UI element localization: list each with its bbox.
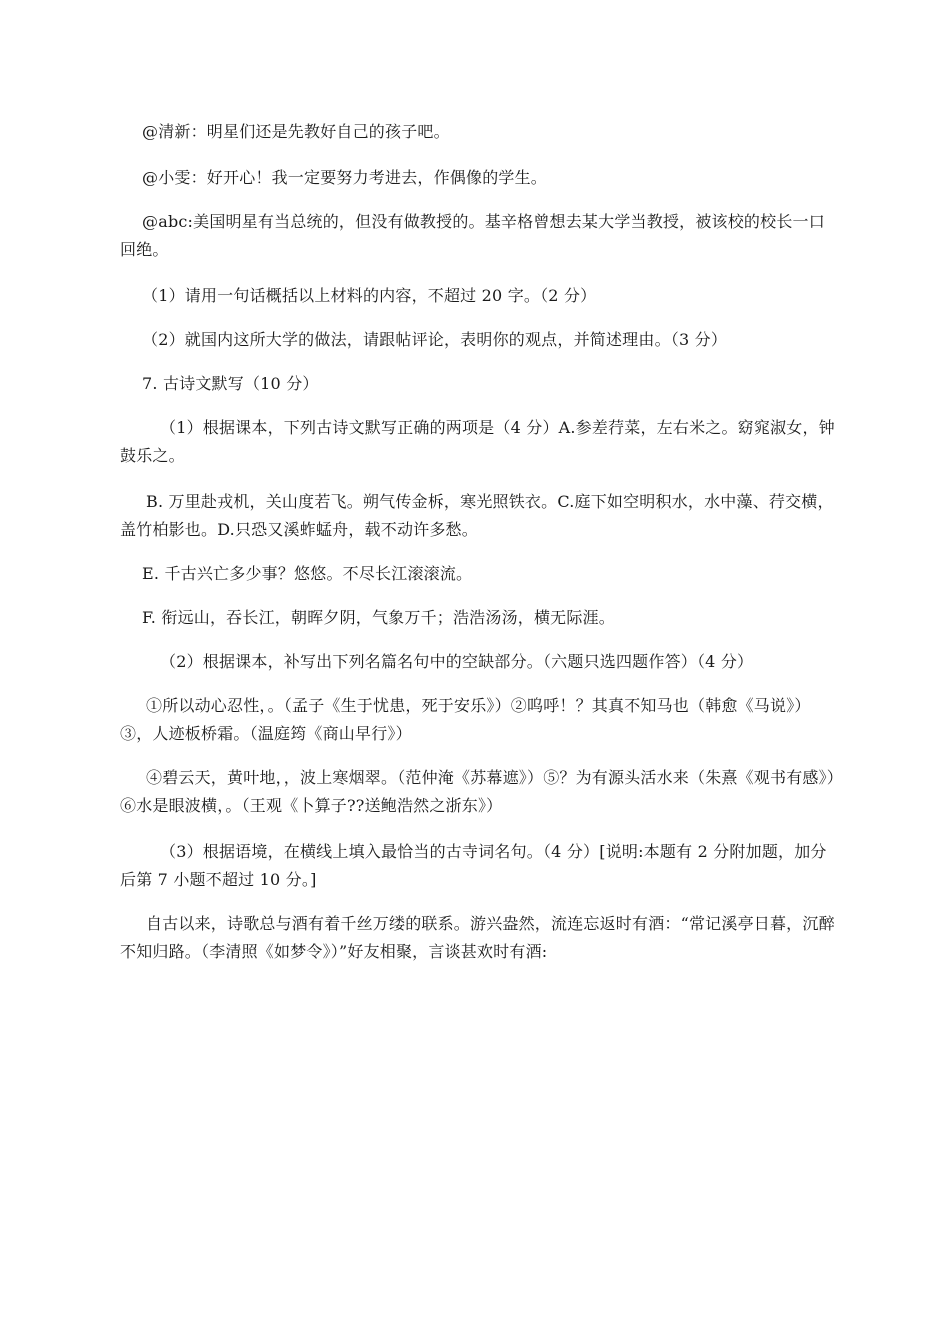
question-7-2-items-1-3: ①所以动心忍性，。（孟子《生于忧患，死于安乐》）②呜呼！？其真不知马也（韩愈《马说》）③，人迹板桥霜。（温庭筠《商山早行》） [120,696,811,743]
comment-abc: @abc:美国明星有当总统的，但没有做教授的。基辛格曾想去某大学当教授，被该校的校长一口回绝。 [120,212,825,259]
question-7-2-items-4-6: ④碧云天，黄叶地，，波上寒烟翠。（范仲淹《苏幕遮》）⑤？为有源头活水来（朱熹《观书有感》）⑥水是眼波横，。（王观《卜算子??送鲍浩然之浙东》） [120,768,836,815]
comment-xiaowen: @小雯：好开心！我一定要努力考进去，作偶像的学生。 [142,168,548,187]
comment-qingxin: @清新：明星们还是先教好自己的孩子吧。 [142,122,450,141]
question-7-1-options-a: （1）根据课本，下列古诗文默写正确的两项是（4 分）A.参差荇菜，左右米之。窈窕淑女，钟鼓乐之。 [120,418,835,465]
question-7-heading: 7. 古诗文默写（10 分） [142,374,319,393]
question-7-3: （3）根据语境，在横线上填入最恰当的古寺词名句。（4 分）[说明:本题有 2 分附加题，加分后第 7 小题不超过 10 分。] [120,842,827,889]
question-7-2: （2）根据课本，补写出下列名篇名句中的空缺部分。（六题只选四题作答）（4 分） [160,652,754,671]
question-7-1-option-e: E. 千古兴亡多少事？悠悠。不尽长江滚滚流。 [142,564,473,583]
question-6-2: （2）就国内这所大学的做法，请跟帖评论，表明你的观点，并简述理由。（3 分） [142,330,728,349]
question-7-3-passage: 自古以来，诗歌总与酒有着千丝万缕的联系。游兴盎然，流连忘返时有酒：“常记溪亭日暮，沉醉不知归路。（李清照《如梦令》）”好友相聚，言谈甚欢时有酒: [120,914,835,961]
question-7-1-options-b-d: B. 万里赴戎机，关山度若飞。朔气传金柝，寒光照铁衣。C.庭下如空明积水，水中藻、荇交横，盖竹柏影也。D.只恐又溪蚱蜢舟，载不动许多愁。 [120,492,834,539]
question-7-1-option-f: F. 衔远山，吞长江，朝晖夕阴，气象万千；浩浩汤汤，横无际涯。 [142,608,615,627]
question-6-1: （1）请用一句话概括以上材料的内容，不超过 20 字。（2 分） [142,286,597,305]
